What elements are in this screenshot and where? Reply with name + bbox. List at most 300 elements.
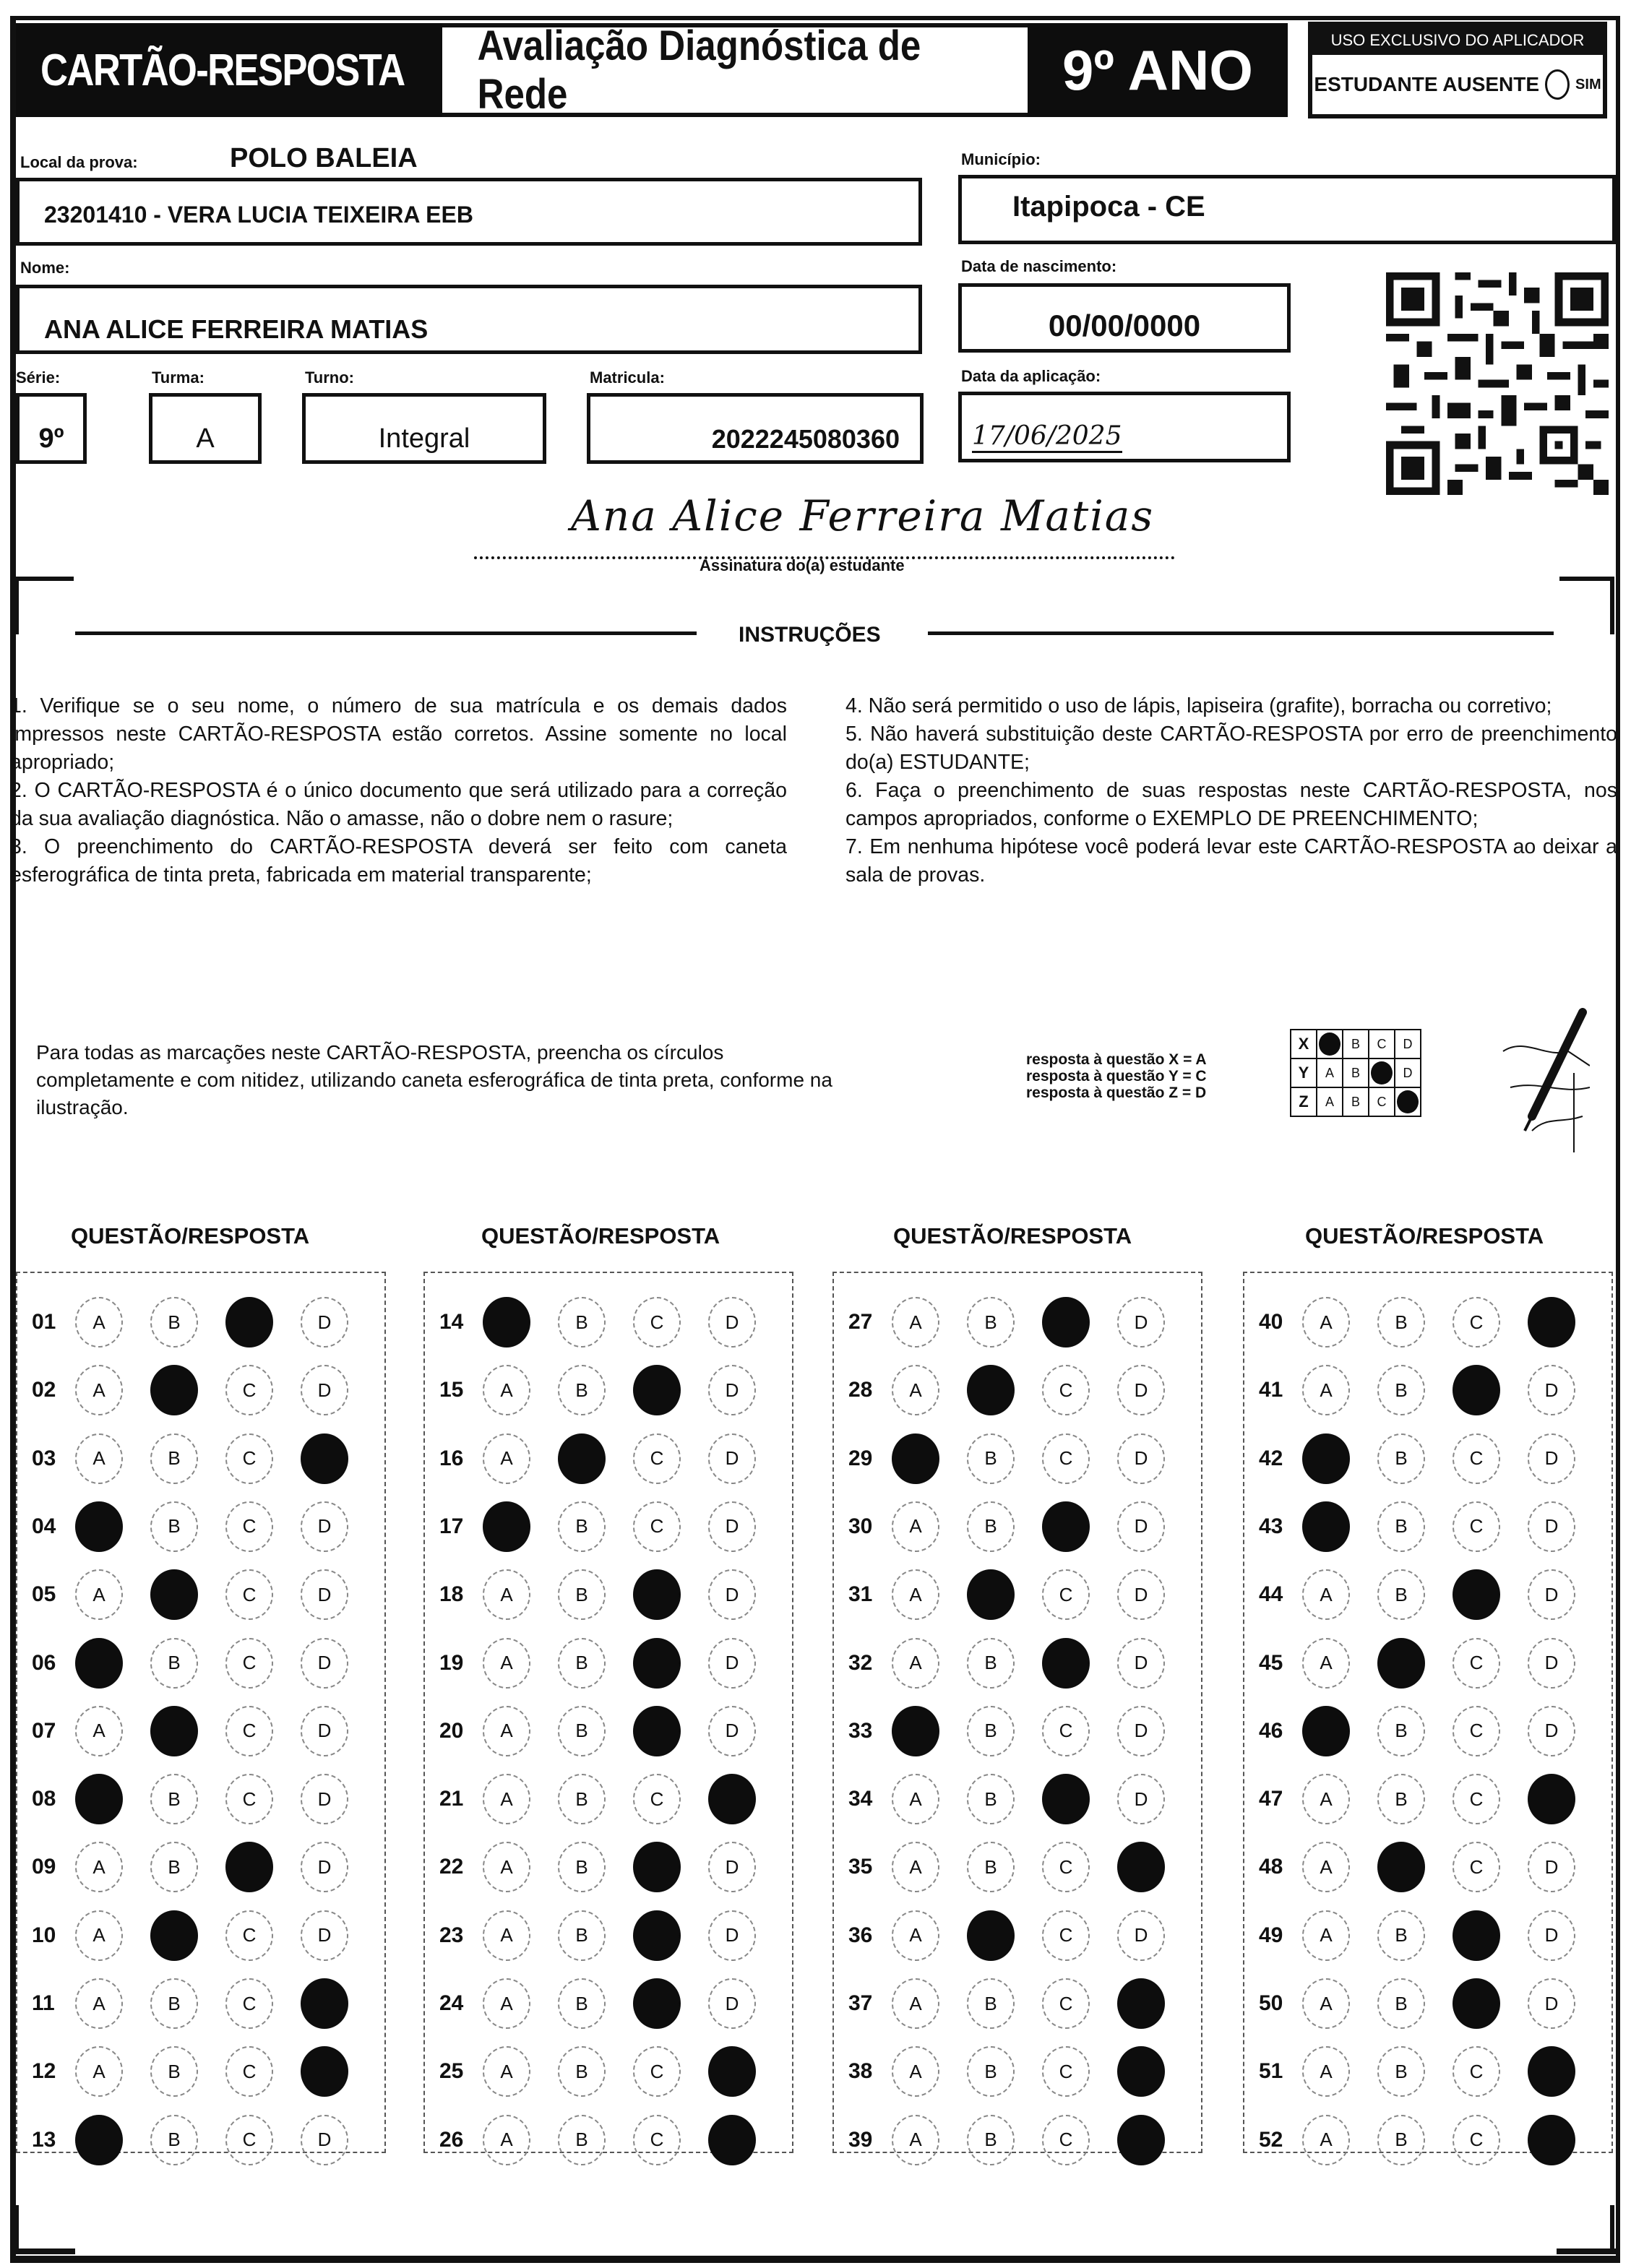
example-legend-item: resposta à questão Z = D [1026,1085,1207,1101]
question-row [1244,1696,1611,1766]
local-label: Local da prova: [20,153,138,171]
answer-bubble[interactable]: B [967,1297,1015,1348]
answer-bubble[interactable]: A [892,1842,939,1892]
answer-bubble[interactable]: B [1377,1706,1425,1756]
answer-bubble[interactable]: B [558,1501,606,1552]
answer-bubble[interactable]: B [1377,2046,1425,2097]
answer-bubble[interactable]: C [225,1433,273,1484]
answer-bubble[interactable]: D [1117,1365,1165,1415]
example-filled-bubble [1395,1087,1421,1116]
answer-bubble[interactable]: C [1453,1638,1500,1689]
answer-bubble[interactable]: B [558,1365,606,1415]
answer-bubble[interactable]: D [1528,1365,1575,1415]
question-number: 37 [848,1991,873,2015]
instructions-right [845,692,1617,889]
answer-bubble-filled[interactable] [1528,1297,1575,1348]
answer-bubble[interactable]: A [75,1910,123,1961]
answer-bubble-filled[interactable] [708,2046,756,2097]
question-number: 19 [439,1650,464,1675]
answer-bubble[interactable]: C [225,1501,273,1552]
answer-bubble[interactable]: C [1042,1842,1090,1892]
answer-bubble[interactable]: D [301,1842,348,1892]
answer-bubble[interactable]: A [483,1638,530,1689]
answer-bubble[interactable]: B [967,2046,1015,2097]
answer-bubble-filled[interactable] [75,1638,123,1689]
question-row [425,2105,792,2175]
answer-bubble[interactable]: C [225,1978,273,2029]
answer-bubble[interactable]: B [1377,1433,1425,1484]
answer-bubble[interactable]: B [150,1978,198,2029]
aplicacao-field[interactable] [958,392,1291,462]
answer-bubble[interactable]: A [1302,1569,1350,1620]
answer-bubble-filled[interactable] [150,1706,198,1756]
answer-bubble-filled[interactable] [633,1569,681,1620]
answer-bubble-filled[interactable] [483,1501,530,1552]
example-filled-bubble [1317,1030,1343,1058]
answer-bubble[interactable]: C [1453,1297,1500,1348]
answer-bubble[interactable]: D [301,1569,348,1620]
question-row [1244,1901,1611,1970]
question-number: 20 [439,1718,464,1743]
answer-bubble[interactable]: D [1528,1569,1575,1620]
answer-bubble[interactable]: B [967,1978,1015,2029]
matricula-field [587,393,924,464]
answer-bubble-filled[interactable] [483,1297,530,1348]
answer-bubble[interactable]: B [967,1501,1015,1552]
answer-column [423,1272,793,2153]
answer-bubble[interactable]: C [225,2115,273,2165]
school-field [16,178,922,246]
question-number: 04 [32,1514,56,1538]
column-title: QUESTÃO/RESPOSTA [481,1223,720,1249]
answer-bubble[interactable]: C [225,2046,273,2097]
answer-bubble[interactable]: B [558,2115,606,2165]
question-row [1244,2037,1611,2106]
answer-bubble[interactable]: A [1302,2115,1350,2165]
answer-bubble[interactable]: D [708,1842,756,1892]
answer-bubble[interactable]: A [483,2115,530,2165]
serie-value: 9º [38,423,64,454]
question-row [425,2037,792,2106]
answer-bubble[interactable]: D [301,1910,348,1961]
answer-bubble[interactable]: A [75,1842,123,1892]
answer-bubble[interactable]: B [558,2046,606,2097]
answer-bubble[interactable]: B [1377,1774,1425,1824]
answer-bubble[interactable]: A [892,1569,939,1620]
corner-mark [1559,577,1614,581]
question-row [425,1764,792,1834]
answer-bubble[interactable]: D [1528,1842,1575,1892]
question-number: 42 [1259,1446,1283,1470]
column-title: QUESTÃO/RESPOSTA [71,1223,310,1249]
question-row [17,1696,384,1766]
answer-bubble[interactable]: C [633,2115,681,2165]
instructions-title: INSTRUÇÕES [739,623,881,647]
answer-bubble[interactable]: A [75,1365,123,1415]
answer-bubble-filled[interactable] [633,1706,681,1756]
question-number: 43 [1259,1514,1283,1538]
answer-bubble-filled[interactable] [301,2046,348,2097]
corner-mark [1557,2248,1617,2254]
answer-bubble[interactable]: B [1377,1978,1425,2029]
answer-bubble[interactable]: A [75,1706,123,1756]
answer-bubble[interactable]: B [558,1638,606,1689]
absent-field [1312,55,1603,114]
turno-label: Turno: [305,368,355,387]
answer-bubble[interactable]: C [1042,1433,1090,1484]
answer-bubble-filled[interactable] [892,1706,939,1756]
answer-bubble[interactable]: D [708,1910,756,1961]
question-row [834,1355,1201,1425]
answer-bubble[interactable]: A [483,1978,530,2029]
answer-bubble[interactable]: A [483,1910,530,1961]
example-row [1291,1058,1421,1087]
answer-bubble-filled[interactable] [1042,1638,1090,1689]
answer-bubble[interactable]: C [1453,1501,1500,1552]
answer-bubble[interactable]: B [1377,1569,1425,1620]
answer-bubble[interactable]: A [892,2046,939,2097]
answer-bubble-filled[interactable] [1042,1501,1090,1552]
question-number: 23 [439,1923,464,1947]
answer-bubble[interactable]: D [1117,1638,1165,1689]
answer-bubble-filled[interactable] [1453,1910,1500,1961]
answer-bubble[interactable]: D [301,1501,348,1552]
question-number: 36 [848,1923,873,1947]
answer-bubble[interactable]: D [1117,1706,1165,1756]
question-number: 50 [1259,1991,1283,2015]
answer-bubble[interactable]: A [892,1978,939,2029]
example-empty-bubble: A [1317,1058,1343,1087]
answer-bubble[interactable]: B [150,1774,198,1824]
answer-bubble-filled[interactable] [1528,2115,1575,2165]
answer-bubble[interactable]: A [483,1433,530,1484]
answer-bubble[interactable]: D [301,1297,348,1348]
question-number: 51 [1259,2059,1283,2084]
answer-bubble[interactable]: D [1528,1910,1575,1961]
answer-bubble-filled[interactable] [1117,1842,1165,1892]
answer-bubble-filled[interactable] [150,1910,198,1961]
example-legend-item: resposta à questão X = A [1026,1051,1207,1068]
question-row [834,1560,1201,1629]
answer-bubble[interactable]: A [75,1978,123,2029]
answer-bubble[interactable]: D [301,1365,348,1415]
answer-bubble[interactable]: A [892,1297,939,1348]
answer-bubble[interactable]: C [1453,1842,1500,1892]
answer-bubble[interactable]: B [967,1433,1015,1484]
answer-bubble[interactable]: B [150,1638,198,1689]
answer-bubble[interactable]: A [75,1433,123,1484]
question-row [834,2037,1201,2106]
answer-bubble-filled[interactable] [1453,1978,1500,2029]
answer-bubble[interactable]: C [633,1433,681,1484]
answer-bubble-filled[interactable] [150,1569,198,1620]
answer-bubble[interactable]: D [1117,1774,1165,1824]
answer-bubble-filled[interactable] [75,1774,123,1824]
answer-bubble[interactable]: B [1377,1365,1425,1415]
answer-bubble-filled[interactable] [1453,1569,1500,1620]
answer-bubble-filled[interactable] [1377,1842,1425,1892]
example-filled-bubble [1369,1058,1395,1087]
answer-bubble[interactable]: B [1377,1297,1425,1348]
answer-bubble-filled[interactable] [558,1433,606,1484]
question-number: 07 [32,1718,56,1743]
example-row [1291,1030,1421,1058]
answer-bubble[interactable]: C [1042,1978,1090,2029]
answer-bubble[interactable]: C [225,1910,273,1961]
answer-bubble[interactable]: A [75,2046,123,2097]
example-question-label: Y [1291,1058,1317,1087]
answer-bubble[interactable]: B [967,1638,1015,1689]
answer-bubble[interactable]: A [1302,2046,1350,2097]
answer-bubble[interactable]: D [301,1638,348,1689]
answer-bubble[interactable]: C [225,1706,273,1756]
answer-bubble[interactable]: B [558,1706,606,1756]
example-empty-bubble: C [1369,1087,1395,1116]
answer-bubble[interactable]: B [1377,1910,1425,1961]
question-row [17,1901,384,1970]
question-number: 18 [439,1582,464,1607]
example-grid [1290,1029,1421,1117]
answer-bubble-filled[interactable] [1117,1978,1165,2029]
answer-bubble[interactable]: C [1453,1706,1500,1756]
absent-bubble[interactable] [1545,69,1570,100]
answer-bubble[interactable]: C [1042,2046,1090,2097]
answer-bubble-filled[interactable] [75,2115,123,2165]
question-number: 21 [439,1787,464,1811]
page-border-top [10,16,1620,20]
question-row [1244,1424,1611,1493]
question-row [834,1969,1201,2038]
answer-bubble[interactable]: D [1528,1638,1575,1689]
answer-bubble[interactable]: D [1528,1706,1575,1756]
answer-bubble-filled[interactable] [1042,1774,1090,1824]
answer-bubble[interactable]: D [708,1433,756,1484]
signature-caption: Assinatura do(a) estudante [700,556,905,574]
answer-bubble[interactable]: D [1528,1433,1575,1484]
answer-bubble-filled[interactable] [75,1501,123,1552]
answer-bubble-filled[interactable] [633,1365,681,1415]
question-row [425,1424,792,1493]
answer-bubble[interactable]: B [558,1774,606,1824]
answer-bubble[interactable]: C [633,2046,681,2097]
municipio-value: Itapipoca - CE [1012,190,1205,223]
answer-bubble[interactable]: A [483,1774,530,1824]
answer-bubble[interactable]: A [483,1365,530,1415]
question-number: 15 [439,1378,464,1402]
answer-bubble[interactable]: D [708,1297,756,1348]
answer-bubble[interactable]: A [483,2046,530,2097]
answer-bubble[interactable]: A [892,1638,939,1689]
answer-bubble[interactable]: B [150,1433,198,1484]
answer-bubble-filled[interactable] [1377,1638,1425,1689]
answer-bubble[interactable]: C [225,1365,273,1415]
question-row [1244,1355,1611,1425]
answer-bubble[interactable]: B [967,1842,1015,1892]
answer-bubble[interactable]: D [301,2115,348,2165]
answer-bubble[interactable]: B [967,2115,1015,2165]
answer-bubble[interactable]: C [1453,2115,1500,2165]
answer-bubble-filled[interactable] [1117,2115,1165,2165]
answer-bubble-filled[interactable] [1453,1365,1500,1415]
answer-bubble[interactable]: A [483,1706,530,1756]
answer-bubble[interactable]: A [1302,1978,1350,2029]
answer-bubble-filled[interactable] [1528,1774,1575,1824]
answer-bubble-filled[interactable] [967,1569,1015,1620]
absent-label: ESTUDANTE AUSENTE [1314,73,1540,95]
answer-bubble[interactable]: A [1302,1297,1350,1348]
question-row [425,1629,792,1698]
question-number: 44 [1259,1582,1283,1607]
page-border-right [1616,16,1620,2256]
matricula-value: 2022245080360 [711,424,900,454]
answer-bubble[interactable]: A [1302,1774,1350,1824]
answer-bubble[interactable]: B [150,2115,198,2165]
answer-bubble[interactable]: D [301,1706,348,1756]
question-number: 48 [1259,1855,1283,1879]
question-number: 05 [32,1582,56,1607]
answer-bubble[interactable]: D [708,1501,756,1552]
example-question-label: Z [1291,1087,1317,1116]
local-value: POLO BALEIA [230,143,418,173]
answer-bubble[interactable]: D [708,1638,756,1689]
question-number: 46 [1259,1718,1283,1743]
answer-bubble-filled[interactable] [1117,2046,1165,2097]
answer-bubble-filled[interactable] [1528,2046,1575,2097]
example-empty-bubble: B [1343,1087,1369,1116]
question-row [17,1832,384,1902]
corner-mark [1610,577,1614,634]
answer-bubble-filled[interactable] [301,1433,348,1484]
answer-bubble-filled[interactable] [967,1910,1015,1961]
answer-bubble[interactable]: A [892,1910,939,1961]
answer-bubble[interactable]: B [558,1569,606,1620]
question-number: 34 [848,1787,873,1811]
answer-bubble-filled[interactable] [708,1774,756,1824]
answer-bubble-filled[interactable] [967,1365,1015,1415]
answer-bubble-filled[interactable] [633,1910,681,1961]
answer-bubble[interactable]: B [558,1297,606,1348]
question-row [425,1560,792,1629]
answer-bubble-filled[interactable] [1302,1706,1350,1756]
answer-bubble[interactable]: C [633,1774,681,1824]
answer-bubble[interactable]: D [301,1774,348,1824]
answer-bubble[interactable]: D [1117,1910,1165,1961]
answer-bubble-filled[interactable] [1042,1297,1090,1348]
answer-bubble[interactable]: B [1377,2115,1425,2165]
answer-bubble[interactable]: A [483,1569,530,1620]
corner-mark [14,577,74,581]
answer-bubble[interactable]: A [892,2115,939,2165]
answer-bubble[interactable]: A [892,1501,939,1552]
answer-bubble[interactable]: C [1042,1910,1090,1961]
divider [75,631,697,635]
grade-badge: 9º ANO [1028,23,1288,117]
instruction-item: 4. Não será permitido o uso de lápis, lapiseira (grafite), borracha ou corretivo; [845,694,1552,717]
question-number: 16 [439,1446,464,1470]
answer-bubble[interactable]: D [708,1978,756,2029]
answer-bubble[interactable]: B [150,2046,198,2097]
answer-bubble[interactable]: B [150,1297,198,1348]
answer-bubble-filled[interactable] [301,1978,348,2029]
answer-bubble[interactable]: B [150,1501,198,1552]
answer-bubble[interactable]: C [1042,1706,1090,1756]
answer-bubble[interactable]: C [633,1297,681,1348]
answer-bubble-filled[interactable] [1302,1433,1350,1484]
serie-label: Série: [16,368,61,387]
answer-bubble[interactable]: C [1453,1433,1500,1484]
answer-bubble[interactable]: B [967,1706,1015,1756]
answer-bubble[interactable]: A [75,1297,123,1348]
answer-bubble[interactable]: A [483,1842,530,1892]
answer-bubble[interactable]: D [1528,1501,1575,1552]
answer-bubble[interactable]: D [708,1706,756,1756]
answer-bubble[interactable]: D [1117,1433,1165,1484]
question-number: 24 [439,1991,464,2015]
answer-bubble[interactable]: A [892,1365,939,1415]
answer-bubble[interactable]: C [225,1569,273,1620]
answer-bubble[interactable]: B [1377,1501,1425,1552]
answer-bubble[interactable]: D [708,1365,756,1415]
answer-bubble[interactable]: B [150,1842,198,1892]
answer-bubble[interactable]: D [1528,1978,1575,2029]
answer-bubble-filled[interactable] [150,1365,198,1415]
answer-bubble[interactable]: C [1042,1365,1090,1415]
answer-bubble[interactable]: A [1302,1638,1350,1689]
answer-bubble[interactable]: B [558,1910,606,1961]
question-row [17,1629,384,1698]
answer-bubble[interactable]: C [1453,2046,1500,2097]
answer-bubble-filled[interactable] [892,1433,939,1484]
answer-bubble[interactable]: C [225,1774,273,1824]
question-number: 35 [848,1855,873,1879]
answer-bubble[interactable]: D [1117,1297,1165,1348]
question-row [834,1696,1201,1766]
answer-bubble[interactable]: A [892,1774,939,1824]
answer-bubble[interactable]: C [1453,1774,1500,1824]
answer-bubble-filled[interactable] [633,1842,681,1892]
answer-bubble-filled[interactable] [225,1842,273,1892]
question-row [425,1355,792,1425]
answer-bubble[interactable]: A [1302,1842,1350,1892]
answer-bubble[interactable]: A [1302,1910,1350,1961]
answer-bubble[interactable]: D [1117,1501,1165,1552]
question-number: 31 [848,1582,873,1607]
answer-bubble-filled[interactable] [708,2115,756,2165]
answer-bubble-filled[interactable] [225,1297,273,1348]
question-number: 32 [848,1650,873,1675]
answer-bubble[interactable]: B [967,1774,1015,1824]
answer-bubble[interactable]: D [1117,1569,1165,1620]
answer-bubble[interactable]: B [558,1978,606,2029]
example-row [1291,1087,1421,1116]
answer-bubble-filled[interactable] [633,1638,681,1689]
page-border-left [10,16,16,2256]
answer-bubble[interactable]: C [1042,2115,1090,2165]
answer-bubble-filled[interactable] [633,1978,681,2029]
answer-bubble[interactable]: A [1302,1365,1350,1415]
qr-code-icon [1386,269,1609,499]
question-row [17,1969,384,2038]
question-number: 09 [32,1855,56,1879]
answer-bubble[interactable]: C [225,1638,273,1689]
answer-bubble[interactable]: D [708,1569,756,1620]
answer-bubble[interactable]: A [75,1569,123,1620]
answer-bubble[interactable]: B [558,1842,606,1892]
answer-bubble[interactable]: C [633,1501,681,1552]
turno-value: Integral [378,423,470,454]
answer-bubble-filled[interactable] [1302,1501,1350,1552]
answer-bubble[interactable]: C [1042,1569,1090,1620]
